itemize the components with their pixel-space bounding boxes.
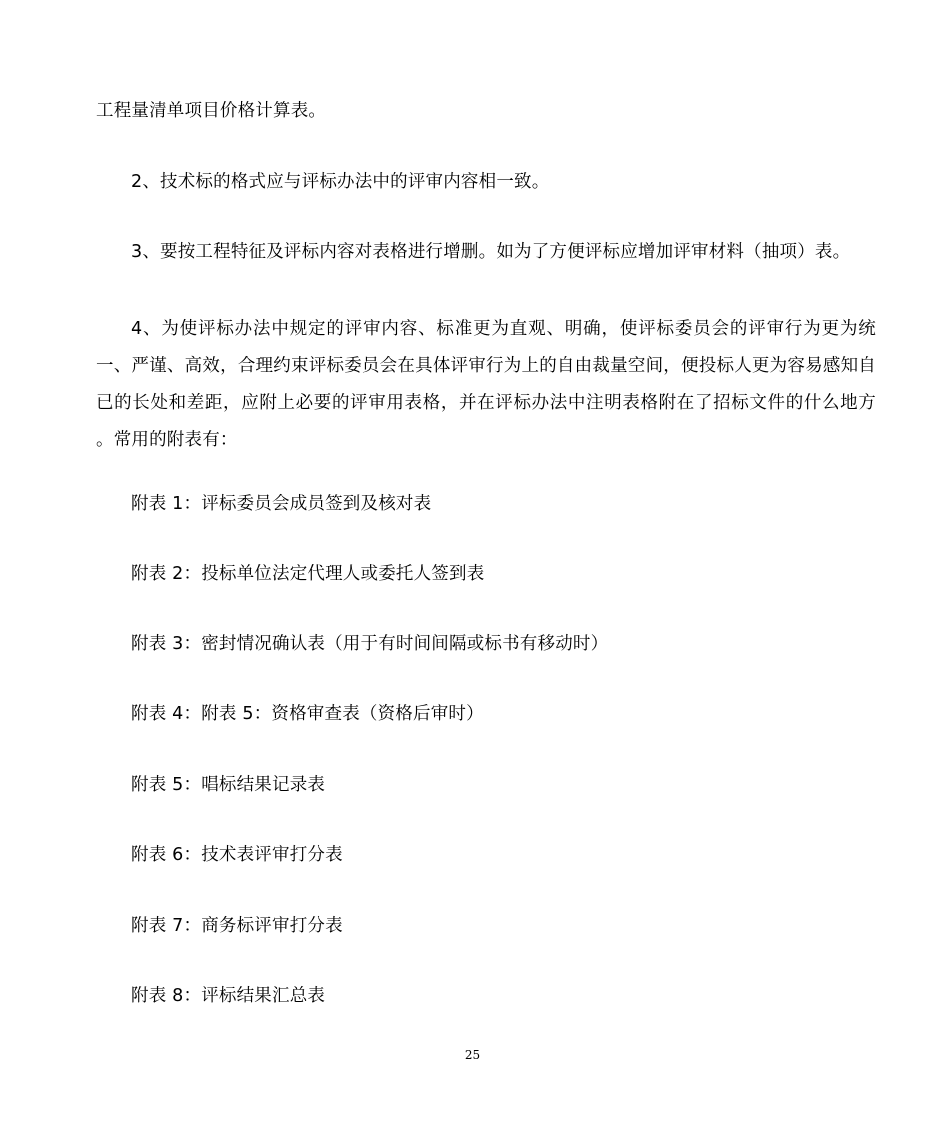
item-2: 2、技术标的格式应与评标办法中的评审内容相一致。 bbox=[131, 172, 550, 192]
paragraph-4: 4、为使评标办法中规定的评审内容、标准更为直观、明确，使评标委员会的评审行为更为统一、严谨、高效，合理约束评标委员会在具体评审行为上的自由裁量空间，便投标人更为容易感知自已的长处和差距，应附上必要的评审用表格，并在评标办法中注明表格附在了招标文件的什么地方 。常用的附表有： bbox=[96, 319, 876, 450]
continuation-line: 工程量清单项目价格计算表。 bbox=[96, 101, 327, 121]
appendix-4: 附表 4：附表 5：资格审查表（资格后审时） bbox=[131, 704, 484, 724]
appendix-6: 附表 6：技术表评审打分表 bbox=[131, 845, 343, 865]
appendix-7: 附表 7：商务标评审打分表 bbox=[131, 916, 343, 936]
appendix-1: 附表 1：评标委员会成员签到及核对表 bbox=[131, 494, 432, 514]
appendix-2: 附表 2：投标单位法定代理人或委托人签到表 bbox=[131, 564, 485, 584]
appendix-8: 附表 8：评标结果汇总表 bbox=[131, 986, 326, 1006]
appendix-3: 附表 3：密封情况确认表（用于有时间间隔或标书有移动时） bbox=[131, 634, 609, 654]
page-number: 25 bbox=[464, 1048, 481, 1062]
item-3: 3、要按工程特征及评标内容对表格进行增删。如为了方便评标应增加评审材料（抽项）表。 bbox=[131, 242, 851, 262]
appendix-5: 附表 5：唱标结果记录表 bbox=[131, 775, 326, 795]
